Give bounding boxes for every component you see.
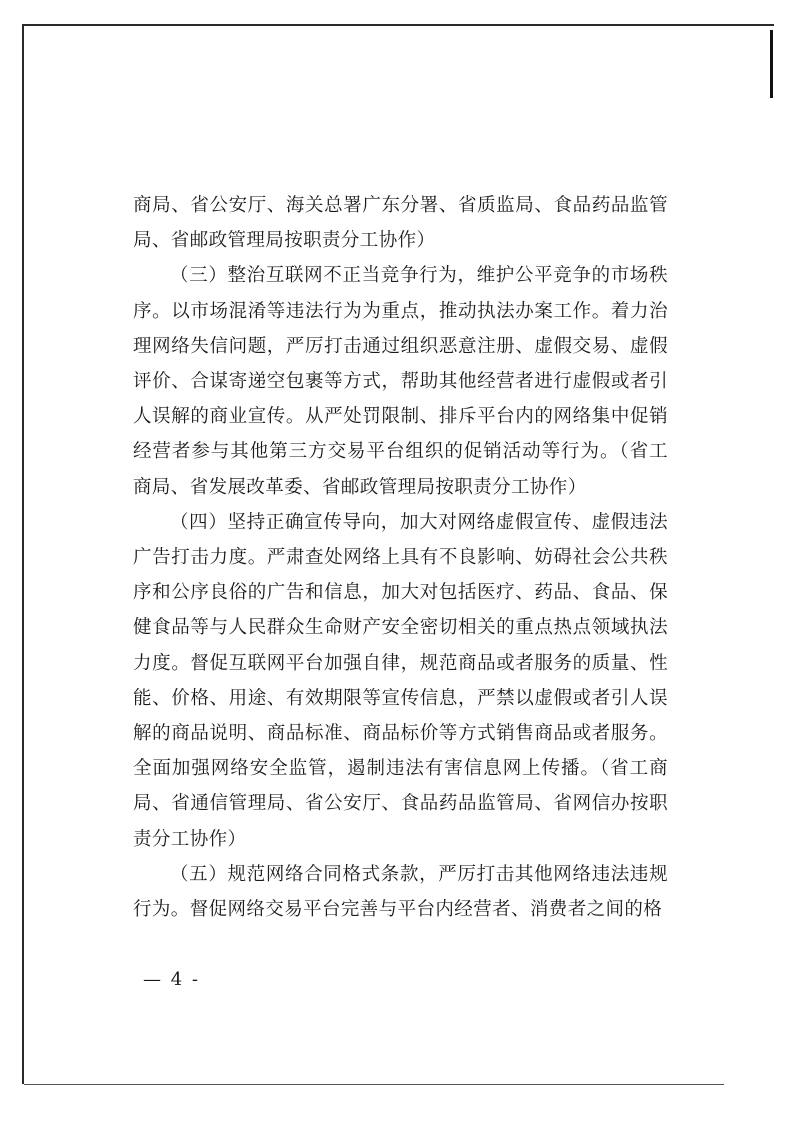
scan-edge-right: [770, 30, 773, 98]
paragraph-section-3: （三）整治互联网不正当竞争行为，维护公平竞争的市场秩序。以市场混淆等违法行为为重点，推动执法办案工作。着力治理网络失信问题，严厉打击通过组织恶意注册、虚假交易、虚假评价、合谋寄递空包裹等方式，帮助其他经营者进行虚假或者引人误解的商业宣传。从严处罚限制、排斥平台内的网络集中促销经营者参与其他第三方交易平台组织的促销活动等行为。（省工商局、省发展改革委、省邮政管理局按职责分工协作）: [133, 265, 668, 498]
page-number: — 4 -: [143, 969, 200, 990]
document-body: [133, 188, 668, 927]
paragraph-section-4: （四）坚持正确宣传导向，加大对网络虚假宣传、虚假违法广告打击力度。严肃查处网络上具有不良影响、妨碍社会公共秩序和公序良俗的广告和信息，加大对包括医疗、药品、食品、保健食品等与人民群众生命财产安全密切相关的重点热点领域执法力度。督促互联网平台加强自律，规范商品或者服务的质量、性能、价格、用途、有效期限等宣传信息，严禁以虚假或者引人误解的商品说明、商品标准、商品标价等方式销售商品或者服务。全面加强网络安全监管，遏制违法有害信息网上传播。（省工商局、省通信管理局、省公安厅、食品药品监管局、省网信办按职责分工协作）: [133, 511, 668, 850]
scan-edge-bottom: [24, 1084, 724, 1085]
scan-edge-top: [22, 24, 774, 26]
paragraph-continuation: 商局、省公安厅、海关总署广东分署、省质监局、食品药品监管局、省邮政管理局按职责分工协作）: [133, 195, 668, 252]
paragraph-section-5: （五）规范网络合同格式条款，严厉打击其他网络违法违规行为。督促网络交易平台完善与平台内经营者、消费者之间的格: [133, 863, 668, 921]
scan-edge-left: [22, 24, 24, 1084]
